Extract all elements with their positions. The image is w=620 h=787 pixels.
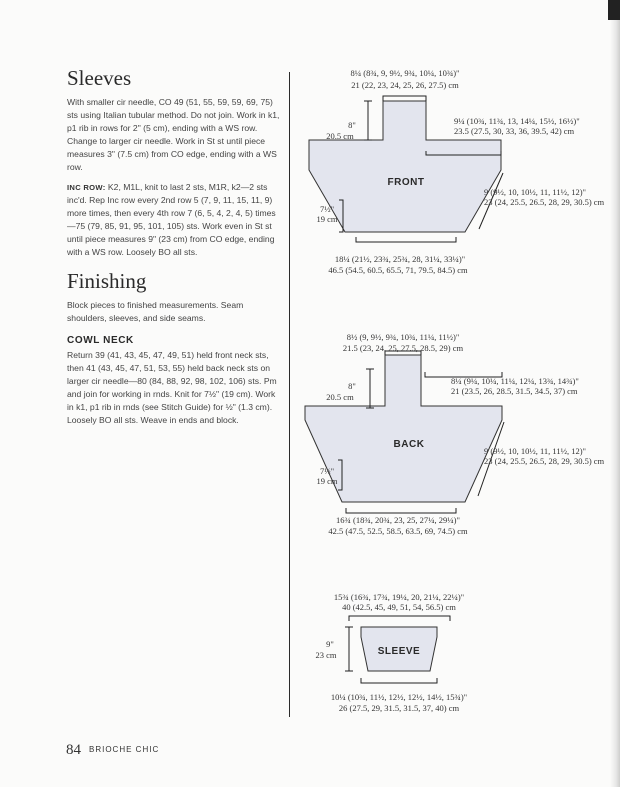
back-bottom-dimension (346, 508, 456, 513)
front-slope-in: 9 (9½, 10, 10½, 11, 11½, 12)" (484, 187, 586, 197)
page-number: 84 (66, 742, 81, 758)
cowl-neck-paragraph: Return 39 (41, 43, 45, 47, 49, 51) held front neck sts, then 41 (43, 45, 47, 51, 53, 55) held back neck sts on larger cir needle—80 (84, 88, 92, 98, 102, 106) sts. Pm and join for working in rnds. Knit for 7½" (19 cm). Work in k1, p1 rib in rnds (see Stitch Guide) for ½" (1.3 cm). Loosely BO all sts. Weave in ends and block. (67, 350, 277, 425)
sleeves-heading: Sleeves (67, 66, 132, 90)
back-top-width-cm: 21.5 (23, 24, 25, 27.5, 28.5, 29) cm (342, 343, 464, 353)
front-shoulder-in: 9¼ (10¾, 11¾, 13, 14¼, 15½, 16½)" (454, 116, 580, 126)
sleeve-length-in: 9" (326, 639, 334, 649)
front-neck-depth-in: 8" (348, 120, 356, 130)
back-side-in: 7½" (319, 466, 335, 476)
front-neck-dimension (364, 101, 372, 140)
front-side-in: 7½" (319, 204, 335, 214)
back-neck-depth-cm: 20.5 cm (326, 392, 354, 402)
sleeve-top-width-cm: 40 (42.5, 45, 49, 51, 54, 56.5) cm (342, 602, 456, 612)
sleeve-top-width-in: 15¾ (16¾, 17¾, 19¼, 20, 21¼, 22¼)" (333, 592, 465, 602)
front-side-cm: 19 cm (316, 214, 338, 224)
sleeve-bottom-width-cm: 26 (27.5, 29, 31.5, 31.5, 37, 40) cm (338, 703, 460, 713)
front-bottom-cm: 46.5 (54.5, 60.5, 65.5, 71, 79.5, 84.5) cm (328, 265, 468, 275)
back-neck-dimension (366, 369, 374, 408)
back-top-width-in: 8½ (9, 9½, 9¾, 10¾, 11¼, 11½)" (346, 332, 460, 342)
back-piece-label: BACK (393, 439, 425, 450)
front-neck-depth-cm: 20.5 cm (326, 131, 354, 141)
front-bottom-in: 18¼ (21½, 23¾, 25¾, 28, 31¼, 33¼)" (334, 254, 466, 264)
sleeves-paragraph-1: With smaller cir needle, CO 49 (51, 55, 59, 59, 69, 75) sts using Italian tubular method. Do not join. Work in k1, p1 rib in rows for 2" (5 cm), ending with a WS row. Change to larger cir needle. Work in St st until piece measures 3" (7.5 cm) from CO edge, ending with a WS row. (67, 97, 280, 172)
back-slope-in: 9 (9½, 10, 10½, 11, 11½, 12)" (484, 446, 586, 456)
front-piece-label: FRONT (387, 177, 425, 188)
finishing-heading: Finishing (67, 269, 147, 293)
back-side-cm: 19 cm (316, 476, 338, 486)
sleeve-bottom-width-in: 10¼ (10¾, 11½, 12½, 12½, 14½, 15¾)" (330, 692, 468, 702)
back-bottom-cm: 42.5 (47.5, 52.5, 58.5, 63.5, 69, 74.5) cm (328, 526, 468, 536)
sleeve-bottom-dimension (361, 678, 437, 683)
back-slope-cm: 23 (24, 25.5, 26.5, 28, 29, 30.5) cm (484, 456, 605, 466)
front-top-width-in: 8¼ (8¾, 9, 9½, 9¾, 10¼, 10¾)" (350, 68, 460, 78)
sleeve-side-dimension (345, 627, 353, 671)
sleeve-top-dimension (349, 616, 450, 621)
cowl-neck-heading: COWL NECK (67, 335, 134, 346)
finishing-paragraph: Block pieces to finished measurements. Seam shoulders, sleeves, and side seams. (67, 300, 244, 323)
back-shoulder-cm: 21 (23.5, 26, 28.5, 31.5, 34.5, 37) cm (451, 386, 578, 396)
inc-row-text: K2, M1L, knit to last 2 sts, M1R, k2—2 sts inc'd. Rep Inc row every 2nd row 5 (7, 9, 11, 15, 11, 9) more times, then every 4th row 7 (6, 5, 4, 2, 4, 5) times—75 (79, 85, 91, 95, 101, 105) sts. Work even in St st until piece measures 9" (23 cm) from CO edge, ending with a WS row. Loosely BO all sts. (67, 182, 276, 257)
back-shoulder-in: 8¼ (9¼, 10¼, 11¼, 12¼, 13¾, 14¾)" (451, 376, 579, 386)
front-top-dimension (383, 96, 426, 101)
inc-row-label: INC ROW: (67, 183, 106, 192)
sleeve-piece-label: SLEEVE (377, 646, 421, 657)
back-neck-depth-in: 8" (348, 381, 356, 391)
sleeve-length-cm: 23 cm (315, 650, 337, 660)
book-title: BRIOCHE CHIC (89, 745, 160, 754)
front-bottom-dimension (356, 237, 456, 242)
front-top-width-cm: 21 (22, 23, 24, 25, 26, 27.5) cm (351, 80, 459, 90)
front-shoulder-cm: 23.5 (27.5, 30, 33, 36, 39.5, 42) cm (454, 126, 575, 136)
front-slope-cm: 23 (24, 25.5, 26.5, 28, 29, 30.5) cm (484, 197, 605, 207)
back-bottom-in: 16¾ (18¾, 20¾, 23, 25, 27¼, 29¼)" (336, 515, 460, 525)
